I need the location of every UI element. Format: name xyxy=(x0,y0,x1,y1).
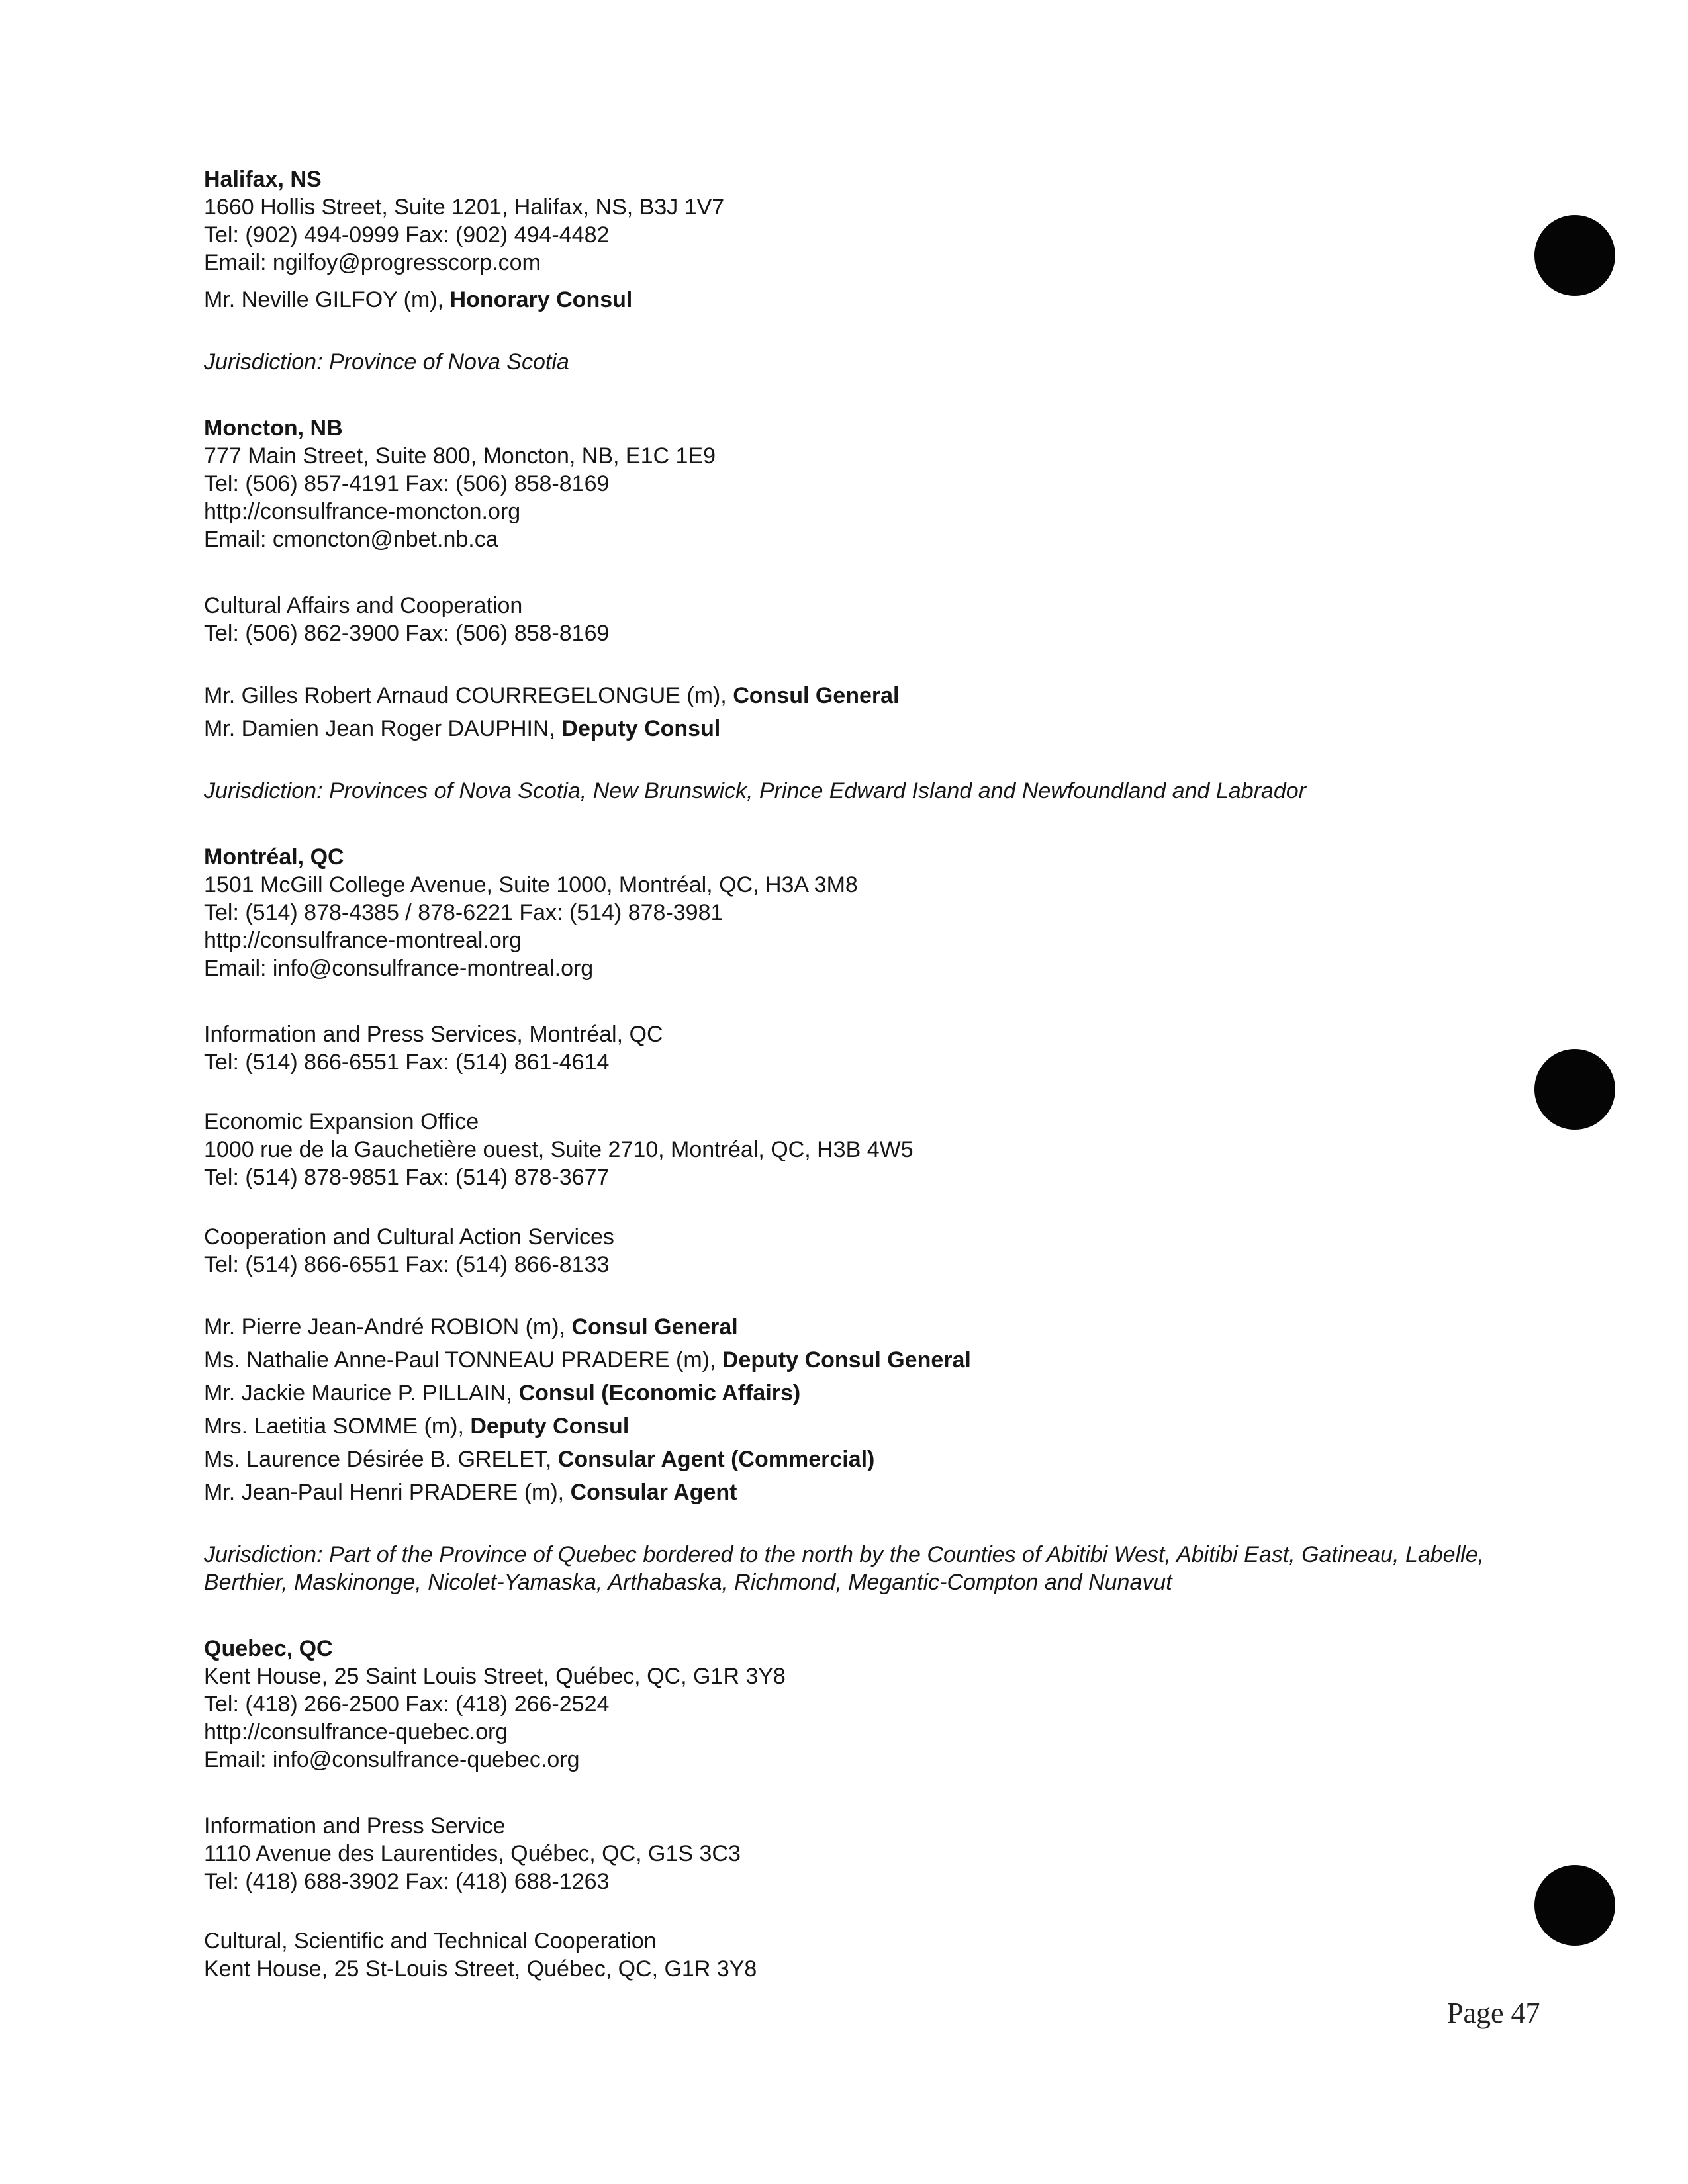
website-link[interactable]: http://consulfrance-montreal.org xyxy=(204,928,522,953)
office-address: Kent House, 25 St-Louis Street, Québec, QC, G1R 3Y8 xyxy=(204,1956,757,1981)
address: Kent House, 25 Saint Louis Street, Québec, QC, G1R 3Y8 xyxy=(204,1664,786,1689)
address: 777 Main Street, Suite 800, Moncton, NB, E1C 1E9 xyxy=(204,443,716,469)
page-number: Page 47 xyxy=(1447,1997,1540,2029)
section-heading: Moncton, NB xyxy=(204,416,343,441)
consulate-directory xyxy=(204,165,1495,1983)
section-heading: Montréal, QC xyxy=(204,844,344,870)
office-name: Economic Expansion Office xyxy=(204,1109,479,1134)
staff-entry: Mr. Damien Jean Roger DAUPHIN, Deputy Consul xyxy=(204,716,721,741)
email: Email: cmoncton@nbet.nb.ca xyxy=(204,527,498,552)
office-name: Cultural, Scientific and Technical Cooperation xyxy=(204,1929,657,1954)
quebec-section xyxy=(204,1635,1495,1983)
phone-fax: Tel: (418) 266-2500 Fax: (418) 266-2524 xyxy=(204,1692,610,1717)
office-phone-fax: Tel: (514) 878-9851 Fax: (514) 878-3677 xyxy=(204,1165,610,1190)
address: 1660 Hollis Street, Suite 1201, Halifax, NS, B3J 1V7 xyxy=(204,195,725,220)
office-phone-fax: Tel: (506) 862-3900 Fax: (506) 858-8169 xyxy=(204,621,610,646)
halifax-section xyxy=(204,165,1495,376)
office-address: 1000 rue de la Gauchetière ouest, Suite 2710, Montréal, QC, H3B 4W5 xyxy=(204,1137,914,1162)
website-link[interactable]: http://consulfrance-moncton.org xyxy=(204,499,521,524)
section-heading: Halifax, NS xyxy=(204,167,322,192)
hole-punch-mark-top xyxy=(1534,215,1615,296)
office-name: Cooperation and Cultural Action Services xyxy=(204,1224,614,1250)
jurisdiction: Jurisdiction: Part of the Province of Quebec bordered to the north by the Counties of Abitibi West, Abitibi East, Gatineau, Labelle, Berthier, Maskinonge, Nicolet-Yamaska, Arthabaska, Richmond, Megantic-Compton and Nunavut xyxy=(204,1542,1485,1595)
staff-entry: Mr. Pierre Jean-André ROBION (m), Consul General xyxy=(204,1314,738,1340)
office-phone-fax: Tel: (514) 866-6551 Fax: (514) 866-8133 xyxy=(204,1252,610,1277)
email: Email: info@consulfrance-montreal.org xyxy=(204,956,594,981)
staff-entry: Ms. Nathalie Anne-Paul TONNEAU PRADERE (m), Deputy Consul General xyxy=(204,1347,971,1373)
staff-entry: Mr. Jean-Paul Henri PRADERE (m), Consular Agent xyxy=(204,1480,737,1505)
email: Email: info@consulfrance-quebec.org xyxy=(204,1747,580,1772)
staff-entry: Mrs. Laetitia SOMME (m), Deputy Consul xyxy=(204,1414,630,1439)
staff-entry: Mr. Gilles Robert Arnaud COURREGELONGUE (m), Consul General xyxy=(204,683,900,708)
staff-entry: Mr. Neville GILFOY (m), Honorary Consul xyxy=(204,287,633,312)
phone-fax: Tel: (514) 878-4385 / 878-6221 Fax: (514) 878-3981 xyxy=(204,900,724,925)
office-name: Information and Press Services, Montréal, QC xyxy=(204,1022,663,1047)
office-name: Cultural Affairs and Cooperation xyxy=(204,593,523,618)
office-phone-fax: Tel: (514) 866-6551 Fax: (514) 861-4614 xyxy=(204,1050,610,1075)
office-phone-fax: Tel: (418) 688-3902 Fax: (418) 688-1263 xyxy=(204,1869,610,1894)
jurisdiction: Jurisdiction: Province of Nova Scotia xyxy=(204,349,569,375)
section-heading: Quebec, QC xyxy=(204,1636,333,1661)
office-address: 1110 Avenue des Laurentides, Québec, QC, G1S 3C3 xyxy=(204,1841,741,1866)
address: 1501 McGill College Avenue, Suite 1000, Montréal, QC, H3A 3M8 xyxy=(204,872,858,897)
hole-punch-mark-middle xyxy=(1534,1049,1615,1130)
email: Email: ngilfoy@progresscorp.com xyxy=(204,250,541,275)
office-name: Information and Press Service xyxy=(204,1813,506,1839)
phone-fax: Tel: (506) 857-4191 Fax: (506) 858-8169 xyxy=(204,471,610,496)
staff-entry: Ms. Laurence Désirée B. GRELET, Consular Agent (Commercial) xyxy=(204,1447,875,1472)
montreal-section xyxy=(204,843,1495,1596)
hole-punch-mark-bottom xyxy=(1534,1865,1615,1946)
moncton-section xyxy=(204,414,1495,805)
jurisdiction: Jurisdiction: Provinces of Nova Scotia, New Brunswick, Prince Edward Island and Newfoundland and Labrador xyxy=(204,778,1306,803)
staff-entry: Mr. Jackie Maurice P. PILLAIN, Consul (Economic Affairs) xyxy=(204,1381,801,1406)
phone-fax: Tel: (902) 494-0999 Fax: (902) 494-4482 xyxy=(204,222,610,248)
website-link[interactable]: http://consulfrance-quebec.org xyxy=(204,1719,508,1745)
